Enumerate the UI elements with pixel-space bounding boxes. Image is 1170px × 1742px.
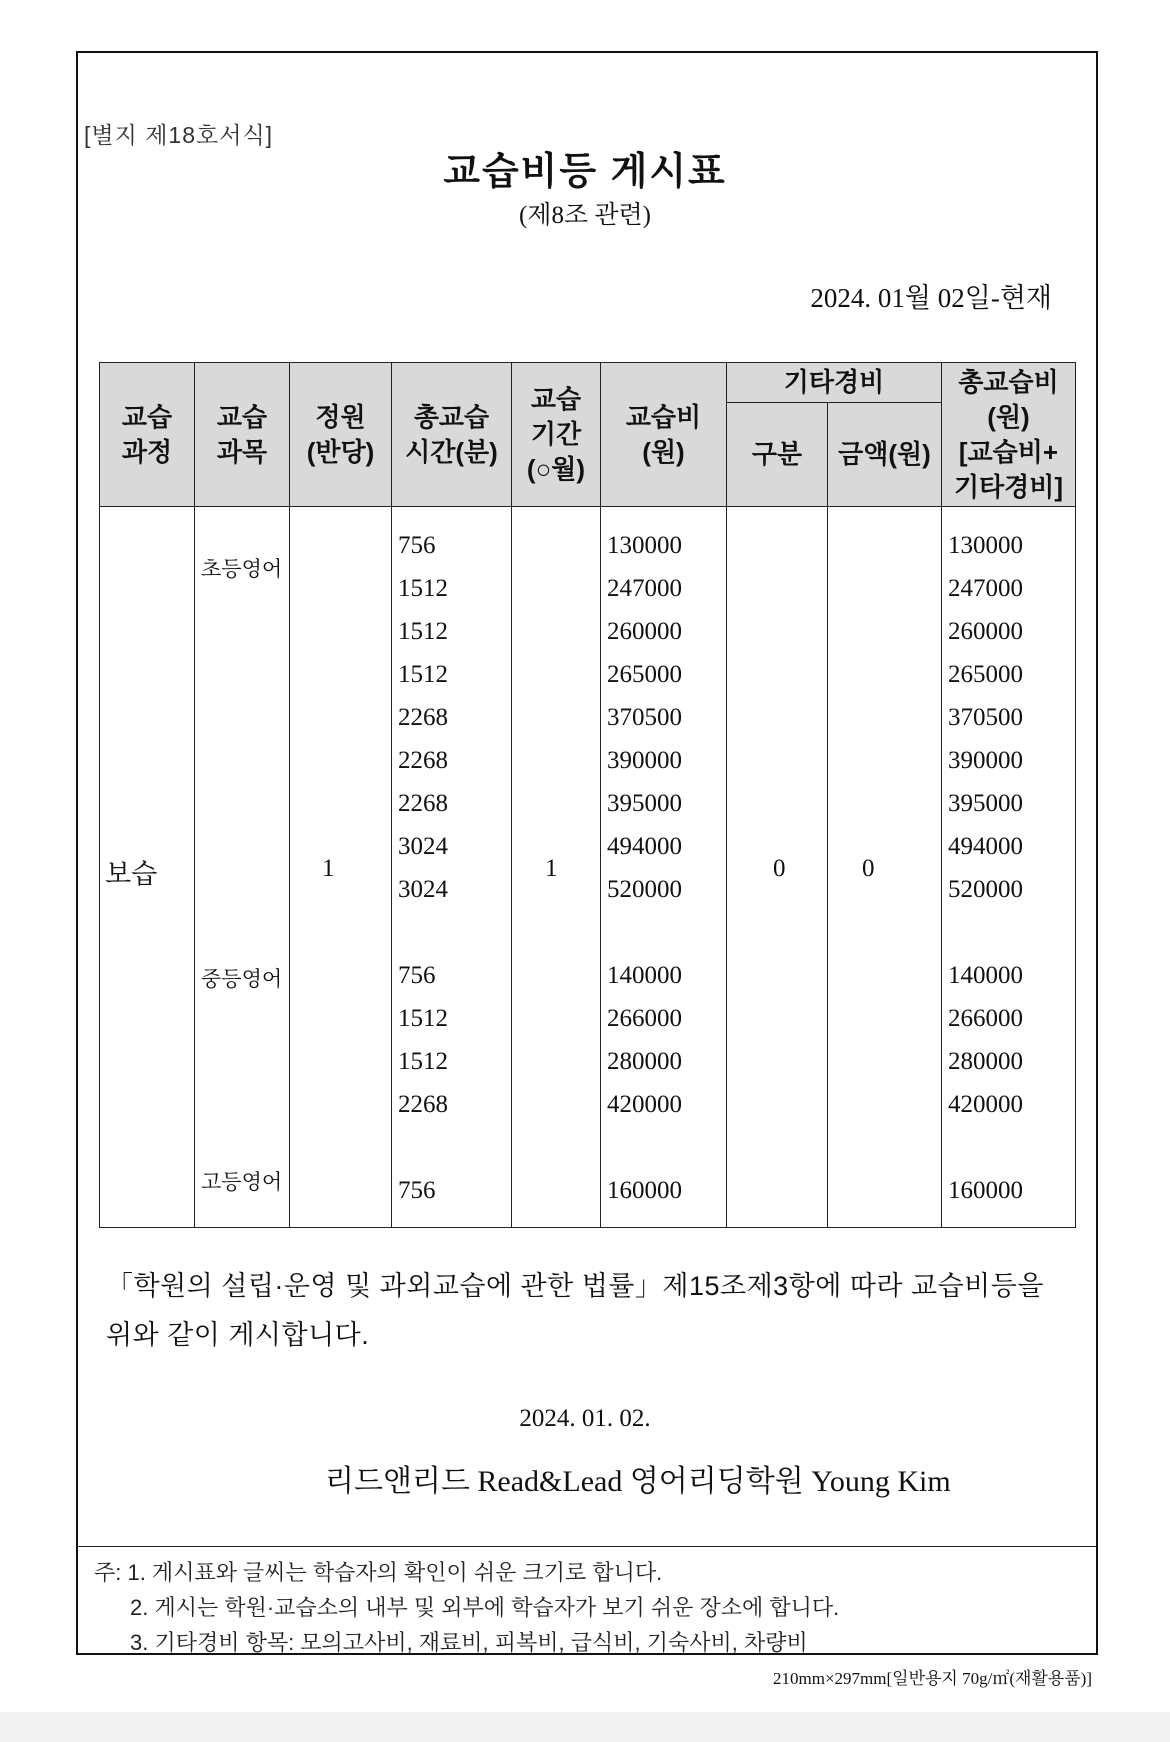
minutes-value: 1512: [398, 661, 448, 688]
total-fee-value: 130000: [948, 532, 1023, 559]
note-1: 주: 1. 게시표와 글씨는 학습자의 확인이 쉬운 크기로 합니다.: [94, 1560, 663, 1585]
total-fee-value: 390000: [948, 747, 1023, 774]
academy-signature: 리드앤리드 Read&Lead 영어리딩학원 Young Kim: [325, 1465, 951, 1498]
capacity-value: 1: [322, 855, 335, 882]
document-title: 교습비등 게시표: [443, 151, 727, 193]
tuition-value: 266000: [607, 1005, 682, 1032]
tuition-value: 494000: [607, 833, 682, 860]
header-capacity: 정원 (반당): [290, 363, 392, 507]
tuition-value: 370500: [607, 704, 682, 731]
minutes-value: 2268: [398, 704, 448, 731]
minutes-value: 2268: [398, 747, 448, 774]
total-fee-value: 247000: [948, 575, 1023, 602]
minutes-value: 2268: [398, 1091, 448, 1118]
header-total-hours: 총교습 시간(분): [392, 363, 512, 507]
tuition-value: 260000: [607, 618, 682, 645]
header-tuition: 교습비 (원): [601, 363, 727, 507]
minutes-value: 756: [398, 1177, 436, 1204]
minutes-value: 3024: [398, 833, 448, 860]
total-fee-value: 266000: [948, 1005, 1023, 1032]
tuition-value: 160000: [607, 1177, 682, 1204]
paper-spec: 210mm×297mm[일반용지 70g/㎡(재활용품)]: [773, 1669, 1092, 1688]
header-other-amount: 금액(원): [828, 403, 942, 507]
header-course: 교습 과정: [100, 363, 195, 507]
form-label: [별지 제18호서식]: [84, 122, 274, 148]
other-category-value: 0: [773, 855, 786, 882]
minutes-value: 1512: [398, 1005, 448, 1032]
subject-high: 고등영어: [201, 1171, 283, 1194]
posting-date-range: 2024. 01월 02일-현재: [810, 283, 1052, 313]
note-2: 2. 게시는 학원·교습소의 내부 및 외부에 학습자가 보기 쉬운 장소에 합니다.: [130, 1595, 840, 1620]
tuition-value: 520000: [607, 876, 682, 903]
tuition-value: 420000: [607, 1091, 682, 1118]
issue-date: 2024. 01. 02.: [519, 1405, 651, 1432]
other-amount-value: 0: [862, 855, 875, 882]
minutes-value: 756: [398, 532, 436, 559]
header-other-costs: 기타경비: [727, 363, 942, 403]
subject-elementary: 초등영어: [201, 558, 283, 581]
subject-middle: 중등영어: [201, 968, 283, 991]
statement-line-1: 「학원의 설립·운영 및 과외교습에 관한 법률」제15조제3항에 따라 교습비등을: [106, 1271, 1044, 1301]
total-fee-value: 370500: [948, 704, 1023, 731]
minutes-value: 3024: [398, 876, 448, 903]
tuition-value: 390000: [607, 747, 682, 774]
minutes-value: 1512: [398, 618, 448, 645]
minutes-value: 2268: [398, 790, 448, 817]
total-fee-value: 420000: [948, 1091, 1023, 1118]
header-period: 교습 기간 (○월): [512, 363, 601, 507]
minutes-column: [398, 524, 448, 1212]
tuition-value: 395000: [607, 790, 682, 817]
tuition-value: 140000: [607, 962, 682, 989]
statement-line-2: 위와 같이 게시합니다.: [106, 1320, 370, 1350]
tuition-column: [607, 524, 682, 1212]
notes-divider: [76, 1546, 1098, 1547]
total-fee-value: 280000: [948, 1048, 1023, 1075]
total-fee-value: 395000: [948, 790, 1023, 817]
header-other-category: 구분: [727, 403, 828, 507]
minutes-value: 756: [398, 962, 436, 989]
total-fee-value: 265000: [948, 661, 1023, 688]
total-fee-value: 140000: [948, 962, 1023, 989]
header-subject: 교습 과목: [195, 363, 290, 507]
total-fee-value: 160000: [948, 1177, 1023, 1204]
tuition-value: 247000: [607, 575, 682, 602]
tuition-value: 130000: [607, 532, 682, 559]
total-fee-value: 520000: [948, 876, 1023, 903]
course-value: 보습: [105, 859, 158, 889]
tuition-fee-table: [99, 362, 1076, 1228]
document-subtitle: (제8조 관련): [518, 202, 651, 229]
header-total-fee: 총교습비 (원) [교습비+ 기타경비]: [942, 363, 1076, 507]
total-fee-value: 260000: [948, 618, 1023, 645]
note-3: 3. 기타경비 항목: 모의고사비, 재료비, 피복비, 급식비, 기숙사비, 차량비: [130, 1630, 808, 1655]
tuition-value: 265000: [607, 661, 682, 688]
subject-cell: [195, 507, 290, 1228]
capacity-cell: [290, 507, 392, 1228]
other-amount-cell: [828, 507, 942, 1228]
period-value: 1: [545, 855, 558, 882]
minutes-value: 1512: [398, 1048, 448, 1075]
minutes-value: 1512: [398, 575, 448, 602]
tuition-value: 280000: [607, 1048, 682, 1075]
total-fee-value: 494000: [948, 833, 1023, 860]
total-fee-column: [948, 524, 1023, 1212]
